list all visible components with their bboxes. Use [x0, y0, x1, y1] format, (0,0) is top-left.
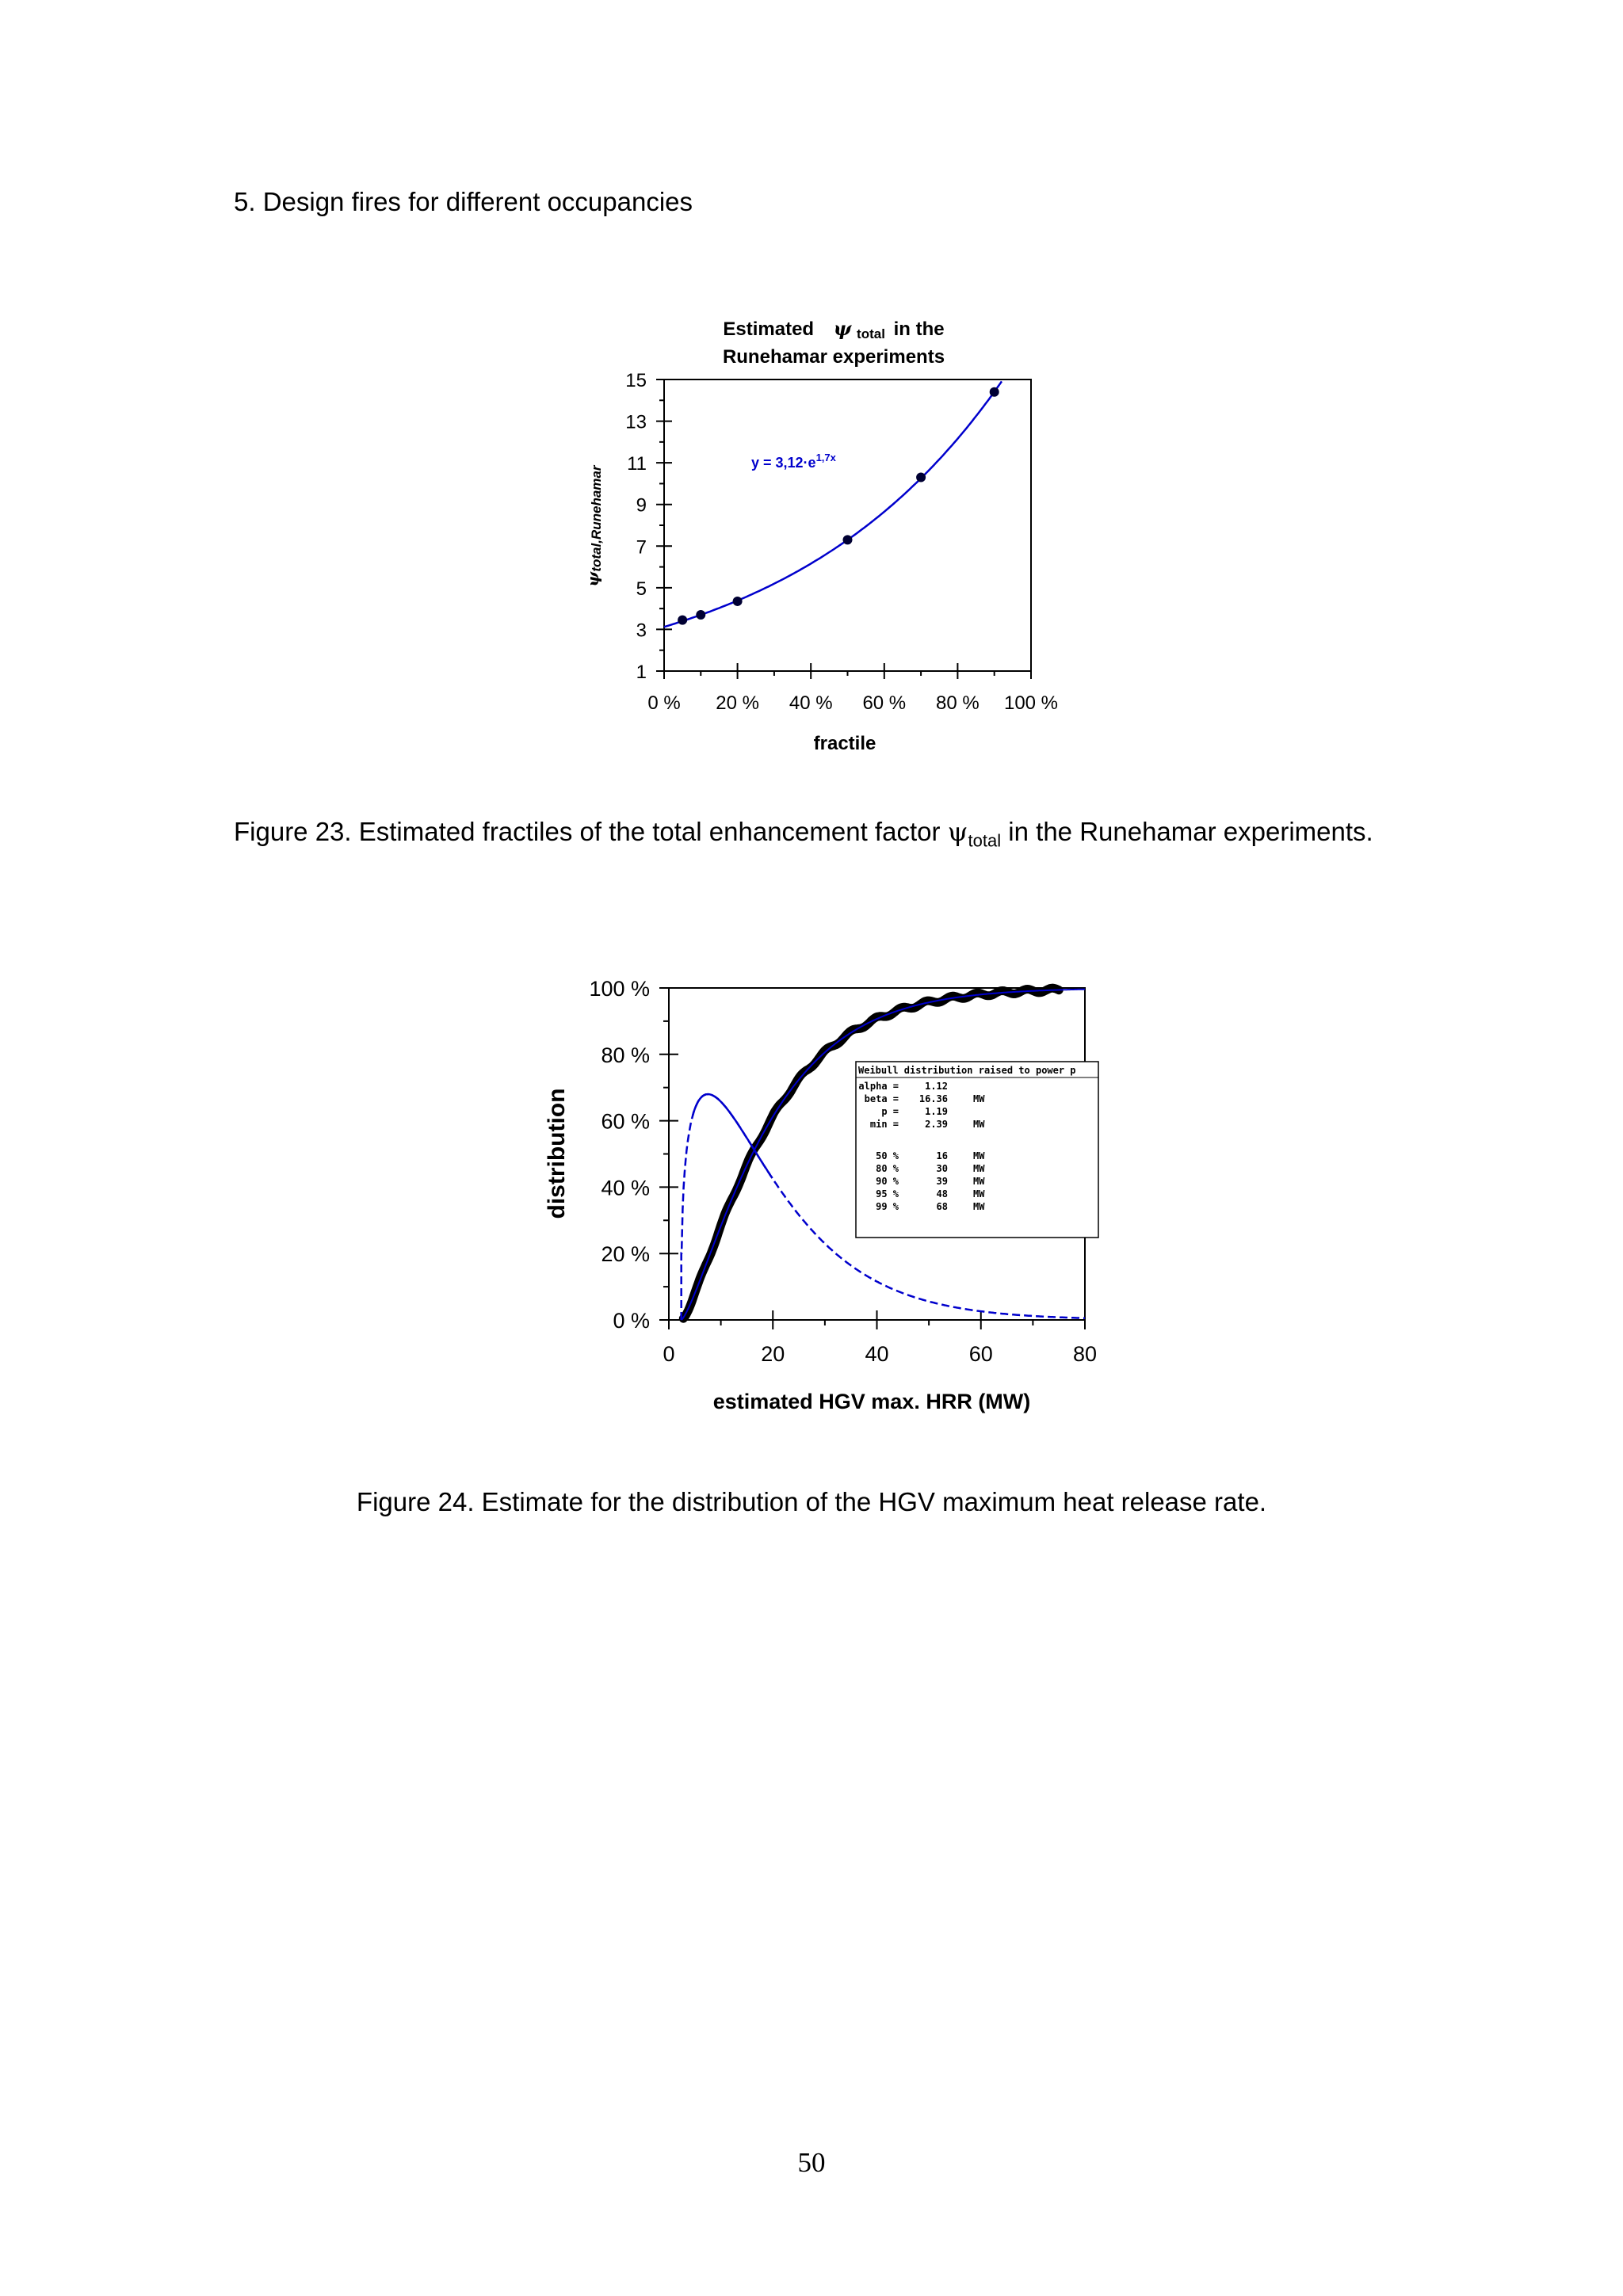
legend-param-unit: MW	[973, 1119, 985, 1130]
chart1-xtick-label: 0 %	[647, 692, 681, 714]
legend-fractile-label: 90 %	[876, 1176, 899, 1187]
legend-fractile-unit: MW	[973, 1163, 985, 1174]
chart2-ylabel: distribution	[544, 1088, 570, 1219]
chart1-xlabel: fractile	[813, 733, 876, 754]
legend-fractile-unit: MW	[973, 1188, 985, 1199]
chart1-xtick-label: 100 %	[1003, 692, 1059, 714]
legend-title: Weibull distribution raised to power p	[858, 1065, 1076, 1076]
legend-param-label: alpha =	[858, 1081, 899, 1092]
figure-24-caption: Figure 24. Estimate for the distribution of the HGV maximum heat release rate.	[356, 1487, 1267, 1516]
chart1-title-line1: Estimated ψ total in the	[723, 317, 945, 341]
legend-param-label: p =	[881, 1106, 899, 1117]
chart1-ytick-label: 7	[636, 536, 647, 559]
legend-fractile-label: 80 %	[876, 1163, 899, 1174]
chart1-ytick-label: 15	[625, 370, 647, 391]
legend-fractile-unit: MW	[973, 1201, 985, 1212]
chart1-title-line2: Runehamar experiments	[722, 346, 945, 368]
chart1-ytick-label: 3	[636, 620, 647, 642]
chart2-xtick-label: 40	[865, 1342, 889, 1366]
chart2-ytick-label: 80 %	[601, 1043, 650, 1067]
legend-fractile-label: 99 %	[876, 1201, 899, 1212]
chart2-ytick-label: 100 %	[589, 977, 650, 1001]
legend-fractile-value: 39	[936, 1176, 948, 1187]
legend-fractile-value: 48	[936, 1188, 948, 1199]
section-heading: 5. Design fires for different occupancies	[234, 187, 693, 216]
legend-fractile-unit: MW	[973, 1176, 985, 1187]
chart2-xtick-label: 20	[761, 1342, 785, 1366]
chart1-equation: $y = 3,12\cdot e^{1,7x}$	[751, 452, 836, 471]
chart2-ytick-label: 60 %	[601, 1109, 650, 1134]
chart1-xtick-label: 40 %	[789, 692, 833, 714]
chart2-ytick-label: 40 %	[601, 1176, 650, 1200]
chart1-ytick-label: 13	[625, 411, 647, 433]
page-number: 50	[797, 2147, 826, 2178]
chart2-xlabel: estimated HGV max. HRR (MW)	[712, 1390, 1031, 1413]
legend-fractile-value: 30	[936, 1163, 948, 1174]
legend-param-label: beta =	[864, 1093, 899, 1104]
figure-23-caption: Figure 23. Estimated fractiles of the total enhancement factor $\psi_{total}$ in the Runehamar experiments.	[234, 816, 1373, 851]
chart1-ytick-label: 11	[627, 453, 647, 475]
chart1-xtick-label: 80 %	[936, 692, 980, 714]
legend-param-value: 16.36	[918, 1093, 948, 1104]
legend-fractile-value: 68	[936, 1201, 948, 1212]
legend-fractile-label: 50 %	[876, 1150, 899, 1161]
chart2-xtick-label: 0	[663, 1342, 675, 1366]
legend-fractile-label: 95 %	[876, 1188, 899, 1199]
legend-fractile-value: 16	[936, 1150, 948, 1161]
chart1-ytick-label: 1	[636, 662, 647, 683]
chart2-ytick-label: 20 %	[601, 1242, 650, 1267]
chart1-ytick-label: 5	[636, 578, 647, 600]
chart2-legend-box	[856, 1062, 1098, 1238]
legend-param-label: min =	[869, 1119, 899, 1130]
legend-param-unit: MW	[973, 1093, 985, 1104]
chart1-xtick-label: 60 %	[862, 692, 907, 714]
legend-param-value: 2.39	[925, 1119, 948, 1130]
chart2-xtick-label: 60	[968, 1342, 993, 1366]
chart1-ytick-label: 9	[636, 494, 647, 517]
chart2-ytick-label: 0 %	[613, 1309, 650, 1333]
legend-fractile-unit: MW	[973, 1150, 985, 1161]
chart1-xtick-label: 20 %	[716, 692, 759, 714]
chart2-xtick-label: 80	[1072, 1342, 1098, 1366]
legend-param-value: 1.12	[925, 1081, 948, 1092]
legend-param-value: 1.19	[925, 1106, 948, 1117]
chart1-ylabel: ψtotal,Runehamar	[583, 465, 604, 587]
